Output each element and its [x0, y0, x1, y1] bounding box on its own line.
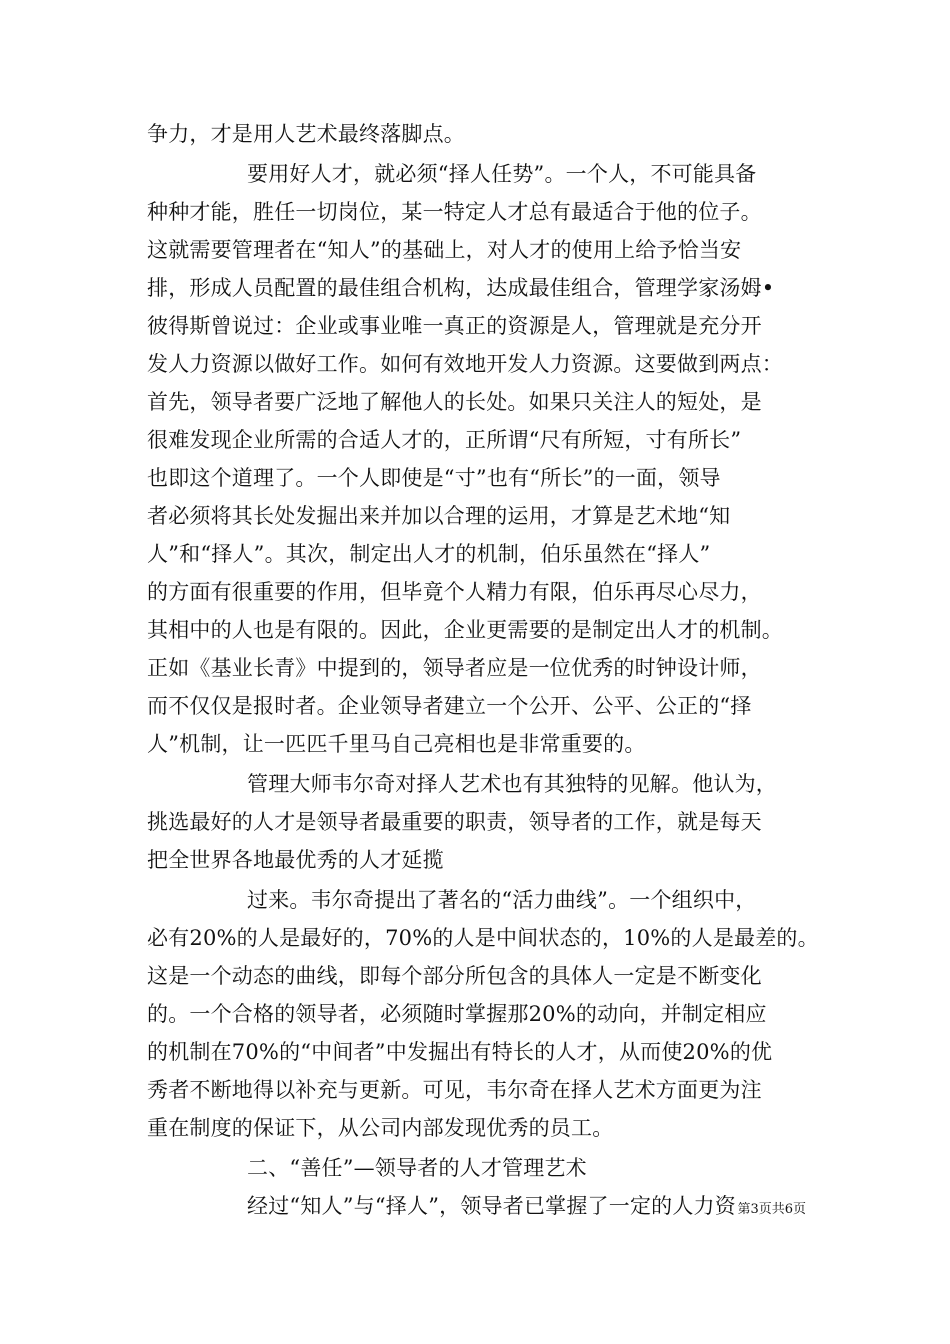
- text-line: 彼得斯曾说过：企业或事业唯一真正的资源是人，管理就是充分开: [147, 314, 762, 338]
- paragraph-start-line: 过来。韦尔奇提出了著名的“活力曲线”。一个组织中，: [247, 888, 757, 912]
- text-line: 很难发现企业所需的合适人才的，正所谓“尺有所短，寸有所长”: [147, 428, 742, 452]
- text-line: 其相中的人也是有限的。因此，企业更需要的是制定出人才的机制。: [147, 618, 783, 642]
- text-line: 者必须将其长处发掘出来并加以合理的运用，才算是艺术地“知: [147, 504, 731, 528]
- text-line: 的。一个合格的领导者，必须随时掌握那20%的动向，并制定相应: [147, 1002, 767, 1026]
- text-line: 人”和“择人”。其次，制定出人才的机制，伯乐虽然在“择人”: [147, 542, 711, 566]
- text-line: 的方面有很重要的作用，但毕竟个人精力有限，伯乐再尽心尽力，: [147, 580, 762, 604]
- paragraph-start-line: 管理大师韦尔奇对择人艺术也有其独特的见解。他认为，: [247, 772, 777, 796]
- text-line: 正如《基业长青》中提到的，领导者应是一位优秀的时钟设计师，: [147, 656, 762, 680]
- text-line: 排，形成人员配置的最佳组合机构，达成最佳组合，管理学家汤姆•: [147, 276, 775, 300]
- text-line: 秀者不断地得以补充与更新。可见，韦尔奇在择人艺术方面更为注: [147, 1078, 762, 1102]
- text-line: 人”机制，让一匹匹千里马自己亮相也是非常重要的。: [147, 732, 646, 756]
- text-line: 种种才能，胜任一切岗位，某一特定人才总有最适合于他的位子。: [147, 200, 762, 224]
- page-number-footer: 第3页共6页: [737, 1202, 806, 1217]
- text-line: 挑选最好的人才是领导者最重要的职责，领导者的工作，就是每天: [147, 810, 762, 834]
- text-line: 争力，才是用人艺术最终落脚点。: [147, 122, 465, 146]
- text-line: 重在制度的保证下，从公司内部发现优秀的员工。: [147, 1116, 614, 1140]
- paragraph-start-line: 要用好人才，就必须“择人任势”。一个人，不可能具备: [247, 162, 757, 186]
- text-line: 也即这个道理了。一个人即使是“寸”也有“所长”的一面，领导: [147, 466, 721, 490]
- text-line: 这就需要管理者在“知人”的基础上，对人才的使用上给予恰当安: [147, 238, 742, 262]
- paragraph-start-line: 经过“知人”与“择人”，领导者已掌握了一定的人力资: [247, 1194, 736, 1218]
- text-line: 发人力资源以做好工作。如何有效地开发人力资源。这要做到两点：: [147, 352, 783, 376]
- text-line: 的机制在70%的“中间者”中发掘出有特长的人才，从而使20%的优: [147, 1040, 773, 1064]
- text-line: 这是一个动态的曲线，即每个部分所包含的具体人一定是不断变化: [147, 964, 762, 988]
- text-line: 把全世界各地最优秀的人才延揽: [147, 848, 444, 872]
- text-line: 而不仅仅是报时者。企业领导者建立一个公开、公平、公正的“择: [147, 694, 752, 718]
- text-line: 首先，领导者要广泛地了解他人的长处。如果只关注人的短处，是: [147, 390, 762, 414]
- text-line: 必有20%的人是最好的，70%的人是中间状态的，10%的人是最差的。: [147, 926, 819, 950]
- section-heading: 二、“善任”—领导者的人才管理艺术: [247, 1156, 587, 1180]
